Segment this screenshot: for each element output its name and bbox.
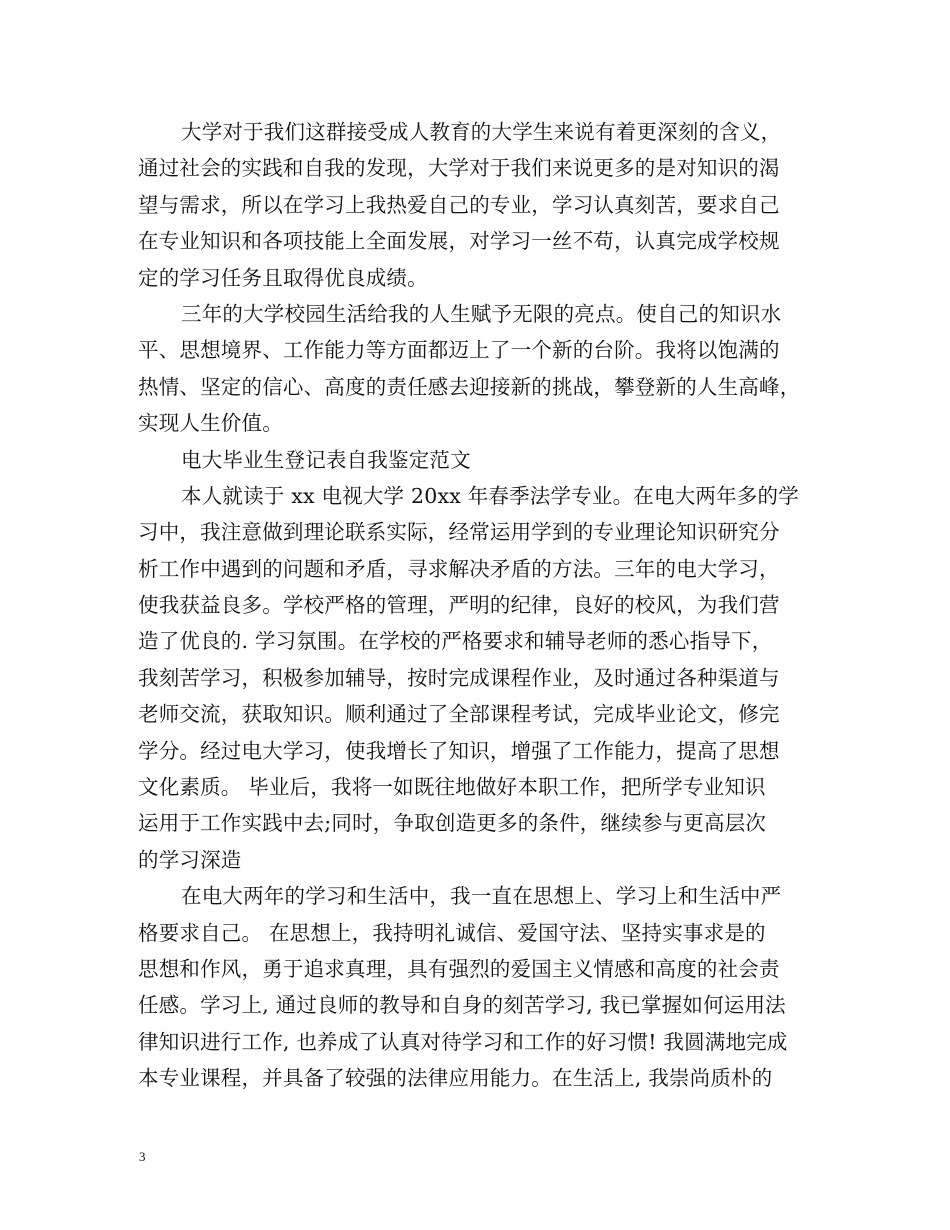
document-body [138,114,838,1097]
text-line: 在专业知识和各项技能上全面发展，对学习一丝不苟，认真完成学校规 [138,229,780,254]
text-line: 在电大两年的学习和生活中，我一直在思想上、学习上和生活中严 [181,884,782,909]
text-line: 三年的大学校园生活给我的人生赋予无限的亮点。使自己的知识水 [181,301,782,326]
text-line: 老师交流，获取知识。顺利通过了全部课程考试，完成毕业论文，修完 [138,702,780,727]
section-heading: 电大毕业生登记表自我鉴定范文 [181,447,471,472]
text-line: 造了优良的. 学习氛围。在学校的严格要求和辅导老师的悉心指导下， [138,629,773,654]
text-line: 学分。经过电大学习，使我增长了知识，增强了工作能力，提高了思想 [138,738,780,763]
text-line: 文化素质。 毕业后，我将一如既往地做好本职工作，把所学专业知识 [138,775,766,800]
text-line: 定的学习任务且取得优良成绩。 [138,265,428,290]
text-line: 析工作中遇到的问题和矛盾，寻求解决矛盾的方法。三年的电大学习， [138,556,780,581]
text-line: 实现人生价值。 [138,411,283,436]
text-line: 运用于工作实践中去;同时，争取创造更多的条件，继续参与更高层次 [138,811,767,836]
text-line: 望与需求，所以在学习上我热爱自己的专业，学习认真刻苦，要求自己 [138,192,780,217]
text-line: 我刻苦学习，积极参加辅导，按时完成课程作业，及时通过各种渠道与 [138,665,780,690]
text-line: 任感。学习上, 通过良师的教导和自身的刻苦学习, 我已掌握如何运用法 [138,993,786,1018]
text-line: 热情、坚定的信心、高度的责任感去迎接新的挑战，攀登新的人生高峰， [138,374,801,399]
text-line: 大学对于我们这群接受成人教育的大学生来说有着更深刻的含义， [181,120,782,144]
text-line: 思想和作风，勇于追求真理，具有强烈的爱国主义情感和高度的社会责 [138,956,780,981]
text-line: 律知识进行工作, 也养成了认真对待学习和工作的好习惯! 我圆满地完成 [138,1029,788,1054]
text-line: 本人就读于 xx 电视大学 20xx 年春季法学专业。在电大两年多的学 [181,483,799,508]
text-line: 本专业课程，并具备了较强的法律应用能力。在生活上, 我崇尚质朴的 [138,1066,773,1091]
page-number: 3 [139,1149,146,1164]
text-line: 通过社会的实践和自我的发现，大学对于我们来说更多的是对知识的渴 [138,156,780,181]
text-line: 使我获益良多。学校严格的管理，严明的纪律，良好的校风，为我们营 [138,593,780,618]
text-line: 格要求自己。 在思想上，我持明礼诚信、爱国守法、坚持实事求是的 [138,920,766,945]
text-line: 平、思想境界、工作能力等方面都迈上了一个新的台阶。我将以饱满的 [138,338,780,363]
text-line: 的学习深造 [138,847,242,872]
text-line: 习中，我注意做到理论联系实际，经常运用学到的专业理论知识研究分 [138,520,780,545]
